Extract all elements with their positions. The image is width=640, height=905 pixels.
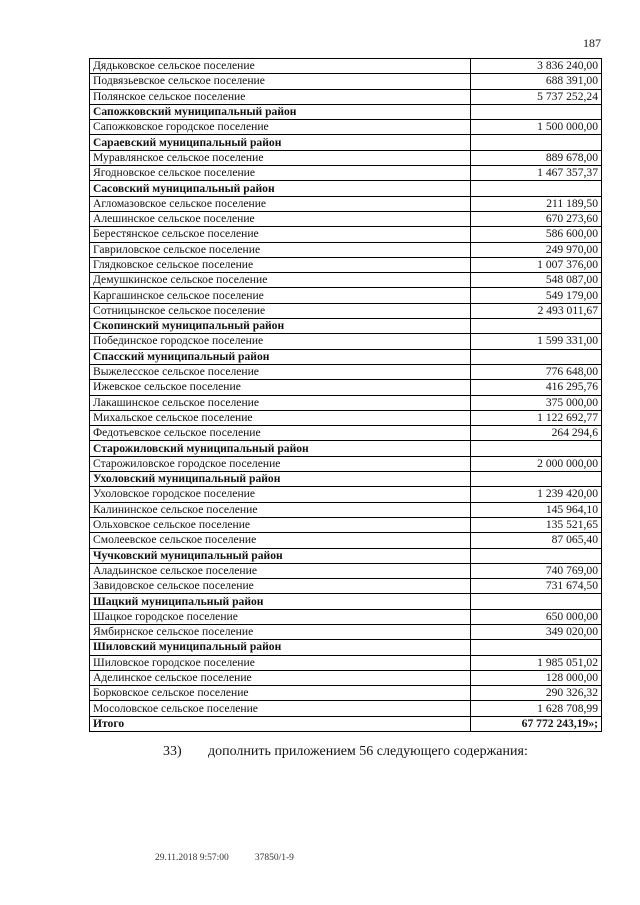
amount-cell: 416 295,76 (471, 380, 602, 395)
amount-cell: 1 599 331,00 (471, 334, 602, 349)
instruction-number: 33) (163, 744, 182, 759)
table-row (90, 686, 602, 701)
settlement-name: Каргашинское сельское поселение (90, 288, 471, 303)
table-row (90, 334, 602, 349)
settlement-name: Лакашинское сельское поселение (90, 395, 471, 410)
amount-cell (471, 441, 602, 456)
district-header-row (90, 441, 602, 456)
amount-cell (471, 548, 602, 563)
table-row (90, 150, 602, 165)
settlement-name: Ухоловское городское поселение (90, 487, 471, 502)
settlement-name: Выжелесское сельское поселение (90, 364, 471, 379)
table-row (90, 120, 602, 135)
table-row (90, 288, 602, 303)
amount-cell: 145 964,10 (471, 502, 602, 517)
page-number: 187 (583, 36, 601, 50)
settlement-name: Демушкинское сельское поселение (90, 273, 471, 288)
district-header-row (90, 181, 602, 196)
document-footer (155, 853, 320, 863)
amount-cell: 290 326,32 (471, 686, 602, 701)
settlement-name: Дядьковское сельское поселение (90, 59, 471, 74)
amount-cell: 889 678,00 (471, 150, 602, 165)
settlement-name: Алешинское сельское поселение (90, 211, 471, 226)
table-row (90, 670, 602, 685)
district-name: Шацкий муниципальный район (90, 594, 471, 609)
amount-cell: 2 000 000,00 (471, 456, 602, 471)
table-row (90, 196, 602, 211)
settlement-name: Смолеевское сельское поселение (90, 533, 471, 548)
table-row (90, 624, 602, 639)
amount-cell: 688 391,00 (471, 74, 602, 89)
instruction-text: дополнить приложением 56 следующего содержания: (208, 744, 528, 759)
settlement-name: Мосоловское сельское поселение (90, 701, 471, 716)
settlement-name: Сапожковское городское поселение (90, 120, 471, 135)
settlement-name: Завидовское сельское поселение (90, 579, 471, 594)
settlement-name: Шиловское городское поселение (90, 655, 471, 670)
table-row (90, 273, 602, 288)
district-header-row (90, 135, 602, 150)
amount-cell: 5 737 252,24 (471, 89, 602, 104)
settlement-name: Гавриловское сельское поселение (90, 242, 471, 257)
district-header-row (90, 319, 602, 334)
table-row (90, 502, 602, 517)
table-row (90, 395, 602, 410)
settlement-name: Глядковское сельское поселение (90, 257, 471, 272)
table-row (90, 166, 602, 181)
amount-cell: 375 000,00 (471, 395, 602, 410)
district-name: Чучковский муниципальный район (90, 548, 471, 563)
settlement-name: Старожиловское городское поселение (90, 456, 471, 471)
amount-cell: 776 648,00 (471, 364, 602, 379)
footer-doc-id: 37850/1-9 (254, 853, 294, 863)
table-row (90, 655, 602, 670)
settlement-name: Сотницынское сельское поселение (90, 303, 471, 318)
amount-cell: 128 000,00 (471, 670, 602, 685)
amount-cell: 87 065,40 (471, 533, 602, 548)
total-label: Итого (90, 716, 471, 731)
table-row (90, 456, 602, 471)
district-name: Шиловский муниципальный район (90, 640, 471, 655)
settlement-name: Ольховское сельское поселение (90, 517, 471, 532)
table-row (90, 579, 602, 594)
district-header-row (90, 472, 602, 487)
settlement-name: Агломазовское сельское поселение (90, 196, 471, 211)
amount-cell: 548 087,00 (471, 273, 602, 288)
district-header-row (90, 594, 602, 609)
settlement-name: Аладьинское сельское поселение (90, 563, 471, 578)
amount-cell: 1 007 376,00 (471, 257, 602, 272)
district-name: Сараевский муниципальный район (90, 135, 471, 150)
amount-cell: 586 600,00 (471, 227, 602, 242)
amount-cell: 650 000,00 (471, 609, 602, 624)
table-row (90, 701, 602, 716)
table-row (90, 380, 602, 395)
budget-table (89, 58, 602, 732)
amount-cell: 249 970,00 (471, 242, 602, 257)
settlement-name: Ижевское сельское поселение (90, 380, 471, 395)
amount-cell (471, 472, 602, 487)
settlement-name: Калининское сельское поселение (90, 502, 471, 517)
amount-cell: 3 836 240,00 (471, 59, 602, 74)
table-row (90, 364, 602, 379)
table-row (90, 303, 602, 318)
district-name: Сапожковский муниципальный район (90, 104, 471, 119)
footer-timestamp: 29.11.2018 9:57:00 (155, 853, 229, 863)
amount-cell (471, 349, 602, 364)
table-row (90, 609, 602, 624)
settlement-name: Михальское сельское поселение (90, 410, 471, 425)
table-row (90, 410, 602, 425)
table-row (90, 242, 602, 257)
table-row (90, 257, 602, 272)
table-row (90, 533, 602, 548)
district-header-row (90, 548, 602, 563)
amount-cell (471, 135, 602, 150)
district-header-row (90, 104, 602, 119)
amount-cell: 731 674,50 (471, 579, 602, 594)
table-body (90, 59, 602, 732)
amount-cell: 1 500 000,00 (471, 120, 602, 135)
amount-cell: 670 273,60 (471, 211, 602, 226)
table-row (90, 517, 602, 532)
amount-cell: 211 189,50 (471, 196, 602, 211)
table-row (90, 89, 602, 104)
amount-cell: 2 493 011,67 (471, 303, 602, 318)
table-row (90, 426, 602, 441)
amount-cell (471, 319, 602, 334)
district-header-row (90, 349, 602, 364)
district-name: Скопинский муниципальный район (90, 319, 471, 334)
district-name: Сасовский муниципальный район (90, 181, 471, 196)
settlement-name: Полянское сельское поселение (90, 89, 471, 104)
amount-cell (471, 640, 602, 655)
table-row (90, 211, 602, 226)
amount-cell: 549 179,00 (471, 288, 602, 303)
settlement-name: Борковское сельское поселение (90, 686, 471, 701)
amount-cell: 1 122 692,77 (471, 410, 602, 425)
amount-cell (471, 104, 602, 119)
amount-cell (471, 594, 602, 609)
amount-cell: 1 239 420,00 (471, 487, 602, 502)
amount-cell (471, 181, 602, 196)
amount-cell: 264 294,6 (471, 426, 602, 441)
district-name: Спасский муниципальный район (90, 349, 471, 364)
amount-cell: 1 628 708,99 (471, 701, 602, 716)
amount-cell: 349 020,00 (471, 624, 602, 639)
total-amount: 67 772 243,19»; (471, 716, 602, 731)
settlement-name: Федотьевское сельское поселение (90, 426, 471, 441)
district-name: Ухоловский муниципальный район (90, 472, 471, 487)
settlement-name: Подвязьевское сельское поселение (90, 74, 471, 89)
settlement-name: Ямбирнское сельское поселение (90, 624, 471, 639)
district-header-row (90, 640, 602, 655)
settlement-name: Муравлянское сельское поселение (90, 150, 471, 165)
table-row (90, 74, 602, 89)
table-row (90, 563, 602, 578)
settlement-name: Берестянское сельское поселение (90, 227, 471, 242)
amount-cell: 135 521,65 (471, 517, 602, 532)
settlement-name: Шацкое городское поселение (90, 609, 471, 624)
settlement-name: Ягодновское сельское поселение (90, 166, 471, 181)
settlement-name: Побединское городское поселение (90, 334, 471, 349)
table-row (90, 487, 602, 502)
district-name: Старожиловский муниципальный район (90, 441, 471, 456)
instruction-paragraph (163, 744, 528, 760)
table-row (90, 59, 602, 74)
table-row (90, 227, 602, 242)
settlement-name: Аделинское сельское поселение (90, 670, 471, 685)
amount-cell: 1 985 051,02 (471, 655, 602, 670)
total-row (90, 716, 602, 731)
amount-cell: 740 769,00 (471, 563, 602, 578)
amount-cell: 1 467 357,37 (471, 166, 602, 181)
